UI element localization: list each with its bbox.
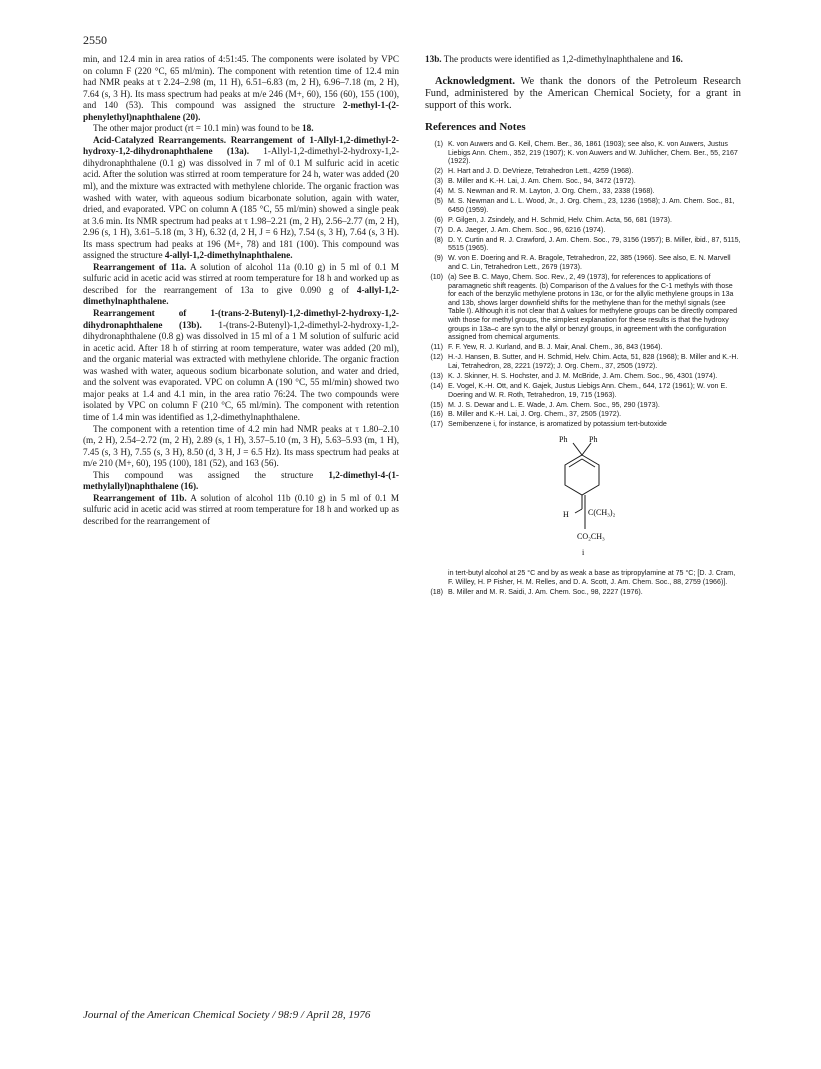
reference-number: (13) (430, 371, 443, 380)
reference-text: P. Gilgen, J. Zsindely, and H. Schmid, Helv. Chim. Acta, 56, 681 (1973). (448, 215, 672, 224)
text: This compound was assigned the structure (93, 469, 329, 480)
reference-item (425, 353, 741, 370)
reference-text: K. von Auwers and G. Keil, Chem. Ber., 36, 1861 (1903); see also, K. von Auwers, Justus Liebigs Ann. Chem., 352, 219 (1907); K. von Auwers and W. Juhlicher, Chem. Ber., 55, 2167 (1922). (448, 139, 738, 166)
reference-text: F. F. Yew, R. J. Kurland, and B. J. Mair, Anal. Chem., 36, 843 (1964). (448, 343, 663, 352)
section-run-in-head: Rearrangement of 1-(trans-2-Butenyl)-1,2-dimethyl-2-hydroxy-1,2-dihydronaphthalene (13b). (83, 308, 399, 330)
references-continued (425, 569, 741, 596)
reference-item (425, 140, 741, 166)
reference-item (425, 216, 741, 225)
reference-text: (a) See B. C. Mayo, Chem. Soc. Rev., 2, 49 (1973), for references to applications of paramagnetic shift reagents. (b) Comparison of the Δ values for the C-1 methyls with those for each of the benzylic methylene protons in 13c, or for the allylic methylene groups in 13a and 13b, shows larger downfield shifts for the methylene than for the methyl signals (see Table I). Although it is not clear that Δ values for methylene groups can be directly compared with those for methyl groups, the simplest explanation for these results is that the hydroxy groups in 13a–c are syn to the allyl or benzyl groups, in agreement with the configuration assigned from chemical arguments. (448, 272, 738, 342)
compound-name: 4-allyl-1,2-dimethylnaphthalene. (164, 250, 293, 261)
left-column (83, 54, 399, 527)
reference-item (425, 187, 741, 196)
paragraph (83, 308, 399, 423)
co2ch3-label: CO₂CH₃ (577, 532, 605, 542)
paragraph (83, 54, 399, 123)
reference-continued (425, 569, 741, 586)
ph-left-label: Ph (559, 435, 568, 445)
reference-item (425, 401, 741, 410)
reference-number: (12) (430, 353, 443, 362)
section-run-in-head: Rearrangement of 11b. (93, 492, 187, 503)
right-column (425, 54, 741, 598)
structure-drawing (425, 433, 741, 563)
paragraph (425, 54, 741, 66)
reference-text: Semibenzene i, for instance, is aromatized by potassium tert-butoxide (448, 420, 667, 429)
paragraph (83, 470, 399, 493)
reference-text: H.-J. Hansen, B. Sutter, and H. Schmid, Helv. Chim. Acta, 51, 828 (1968); B. Miller and K.-H. Lai, Tetrahedron, 28, 2221 (1972); J. Org. Chem., 37, 2505 (1972). (448, 353, 739, 370)
paragraph (83, 493, 399, 528)
ph-right-label: Ph (589, 435, 598, 445)
reference-item (425, 236, 741, 253)
reference-number: (17) (430, 420, 443, 429)
reference-number: (9) (434, 254, 443, 263)
text: The other major product (rt = 10.1 min) was found to be (93, 123, 303, 134)
reference-text: H. Hart and J. D. DeVrieze, Tetrahedron Lett., 4259 (1968). (448, 167, 634, 176)
reference-text: E. Vogel, K.-H. Ott, and K. Gajek, Justus Liebigs Ann. Chem., 644, 172 (1961); W. von E. Doering and W. R. Roth, Tetrahedron, 19, 715 (1963). (448, 381, 728, 399)
reference-number: (2) (434, 167, 443, 176)
reference-item (425, 588, 741, 597)
reference-number: (10) (430, 272, 443, 281)
references-title: References and Notes (425, 121, 526, 134)
reference-number: (7) (434, 225, 443, 234)
compound-name: 4-allyl-1,2-dimethylnaphthalene. (83, 284, 399, 307)
compound-name: 1,2-dimethyl-4-(1-methylallyl)naphthalene (16). (83, 469, 399, 492)
paragraph (83, 135, 399, 262)
reference-item (425, 410, 741, 419)
compound-number: 16. (671, 54, 683, 64)
section-run-in-head: Rearrangement of 11a. (93, 261, 187, 272)
reference-number: (3) (434, 177, 443, 186)
double-bond (582, 459, 595, 467)
reference-text: K. J. Skinner, H. S. Hochster, and J. M. McBride, J. Am. Chem. Soc., 96, 4301 (1974). (448, 371, 718, 380)
reference-item (425, 167, 741, 176)
reference-number: (4) (434, 187, 443, 196)
reference-text: M. J. S. Dewar and L. E. Wade, J. Am. Chem. Soc., 95, 290 (1973). (448, 400, 660, 409)
h-label: H (563, 510, 569, 520)
reference-item (425, 372, 741, 381)
ph-bond-left (573, 443, 582, 455)
text: The component with a retention time of 4.2 min had NMR peaks at τ 1.80–2.10 (m, 2 H), 2.54–2.72 (m, 2 H), 2.89 (s, 1 H), 3.57–5.10 (m, 3 H), 5.63–5.93 (m, 1 H), 7.45 (s, 3 H), 7.55 (s, 3 H), 8.50 (d, 3 H, J = 6.5 Hz). Its mass spectrum had peaks at m/e 210 (M+, 60), 195 (100), 181 (52), and 163 (56). (83, 423, 399, 469)
reference-text: M. S. Newman and R. M. Layton, J. Org. Chem., 33, 2338 (1968). (448, 187, 655, 196)
ring-bond (565, 455, 599, 495)
reference-number: (18) (430, 587, 443, 596)
reference-item (425, 177, 741, 186)
reference-item (425, 273, 741, 342)
reference-number: (1) (434, 139, 443, 148)
reference-item (425, 197, 741, 214)
chemical-structure (425, 433, 741, 563)
reference-text: in tert-butyl alcohol at 25 °C and by as weak a base as tripropylamine at 75 °C; [D. J. Cram, F. Willey, H. P Fisher, H. M. Relles, and D. A. Scott, J. Am. Chem. Soc., 88, 2759 (1966)]. (448, 569, 736, 586)
acknowledgment-head: Acknowledgment. (435, 75, 515, 87)
section-run-in-head: Acid-Catalyzed Rearrangements. Rearrangement of 1-Allyl-1,2-dimethyl-2-hydroxy-1,2-dihydronaphthalene (13a). (83, 134, 399, 157)
h-bond (575, 509, 582, 513)
reference-item (425, 254, 741, 271)
reference-number: (5) (434, 197, 443, 206)
text: The products were identified as 1,2-dimethylnaphthalene and (441, 54, 672, 64)
reference-item (425, 343, 741, 352)
reference-number: (8) (434, 235, 443, 244)
reference-text: B. Miller and K.-H. Lai, J. Am. Chem. Soc., 94, 3472 (1972). (448, 177, 636, 186)
reference-number: (15) (430, 400, 443, 409)
compound-name: 2-methyl-1-(2-phenylethyl)naphthalene (20). (83, 100, 399, 122)
text: A solution of alcohol 11a (0.10 g) in 5 ml of 0.1 M sulfuric acid in acetic acid was stirred at room temperature for 18 h and worked up as described for the rearrangement of 13a to give 0.090 g of (83, 261, 400, 295)
text: 1-(trans-2-Butenyl)-1,2-dimethyl-2-hydroxy-1,2-dihydronaphthalene (0.8 g) was dissolved in 15 ml of a 1 M solution of sulfuric acid in acetic acid. After 18 h of stirring at room temperature, water was added (20 ml), and the organic material was extracted with methylene chloride. The organic fraction was washed with water, aqueous sodium bicarbonate solution, and water and dried, and the solvent was evaporated. VPC on column A (190 °C, 55 ml/min) showed two major peaks at 1.4 and 4.1 min, in the area ratio 76:24. The two compounds were isolated by VPC on column F (210 °C, 65 ml/min). The component with retention time of 1.4 min was identified as 1,2-dimethylnaphthalene. (83, 319, 399, 422)
reference-item (425, 382, 741, 399)
compound-number: 18. (302, 123, 314, 134)
page-number: 2550 (83, 33, 107, 47)
reference-text: W. von E. Doering and R. A. Bragole, Tetrahedron, 22, 385 (1966). See also, E. N. Marvell and C. Lin, Tetrahedron Lett., 2679 (1973). (448, 254, 731, 271)
reference-text: D. Y. Curtin and R. J. Crawford, J. Am. Chem. Soc., 79, 3156 (1957); B. Miller, ibid., 87, 5115, 5515 (1965). (448, 235, 741, 253)
acknowledgment (425, 76, 741, 113)
reference-text: M. S. Newman and L. L. Wood, Jr., J. Org. Chem., 23, 1236 (1958); J. Am. Chem. Soc., 81, 6450 (1959). (448, 197, 735, 214)
reference-number: (11) (430, 343, 443, 352)
compound-label-i: i (582, 548, 585, 558)
compound-number: 13b. (425, 54, 442, 64)
reference-item (425, 226, 741, 235)
paragraph (83, 424, 399, 470)
text: 1-Allyl-1,2-dimethyl-2-hydroxy-1,2-dihydronaphthalene (0.1 g) was dissolved in 7 ml of 0.1 M sulfuric acid in acetic acid. After the solution was stirred at room temperature for 24 h, water was added (20 ml), and the mixture was extracted with methylene chloride. The organic fraction was washed with water, with aqueous sodium bicarbonate solution, again with water, dried, and evaporated. VPC on column A (185 °C, 55 ml/min) showed a single peak at 3.6 min. Its NMR spectrum had peaks at τ 1.98–2.21 (m, 2 H), 2.56–2.77 (m, 2 H), 2.96 (s, 1 H), 3.61–5.18 (m, 3 H), 6.32 (d, 2 H, J = 6 Hz), 7.54 (s, 3 H), 7.64 (s, 3 H). Its mass spectrum had peaks at 196 (M+, 78) and 181 (100). This compound was assigned the structure (83, 146, 400, 261)
reference-number: (6) (434, 215, 443, 224)
reference-text: B. Miller and K.-H. Lai, J. Org. Chem., 37, 2505 (1972). (448, 410, 622, 419)
references-list (425, 140, 741, 429)
paragraph (83, 262, 399, 308)
journal-footer: Journal of the American Chemical Society / 98:9 / April 28, 1976 (83, 1009, 371, 1021)
text: min, and 12.4 min in area ratios of 4:51:45. The components were isolated by VPC on column F (220 °C, 65 ml/min). The component with retention time of 12.4 min had NMR peaks at τ 2.24–2.98 (m, 11 H), 6.51–6.83 (m, 2 H), 6.96–7.18 (m, 2 H), 7.64 (s, 3 H). Its mass spectrum had peaks at m/e 246 (M+, 60), 156 (60), 155 (100), and 140 (53). This compound was assigned the structure (83, 54, 399, 111)
reference-number: (14) (430, 381, 443, 390)
text: A solution of alcohol 11b (0.10 g) in 5 ml of 0.1 M sulfuric acid in acetic acid was stirred at room temperature for 18 h and worked up as described for the rearrangement of (83, 492, 399, 526)
reference-text: D. A. Jaeger, J. Am. Chem. Soc., 96, 6216 (1974). (448, 225, 606, 234)
cch3-label: C(CH₃)₂ (588, 508, 616, 518)
paragraph (83, 123, 399, 135)
ph-bond-right (582, 443, 591, 455)
reference-number: (16) (430, 410, 443, 419)
double-bond (569, 459, 582, 467)
reference-item (425, 420, 741, 429)
text: We thank the donors of the Petroleum Research Fund, administered by the American Chemical Society, for a grant in support of this work. (425, 75, 741, 112)
reference-text: B. Miller and M. R. Saidi, J. Am. Chem. Soc., 98, 2227 (1976). (448, 587, 643, 596)
